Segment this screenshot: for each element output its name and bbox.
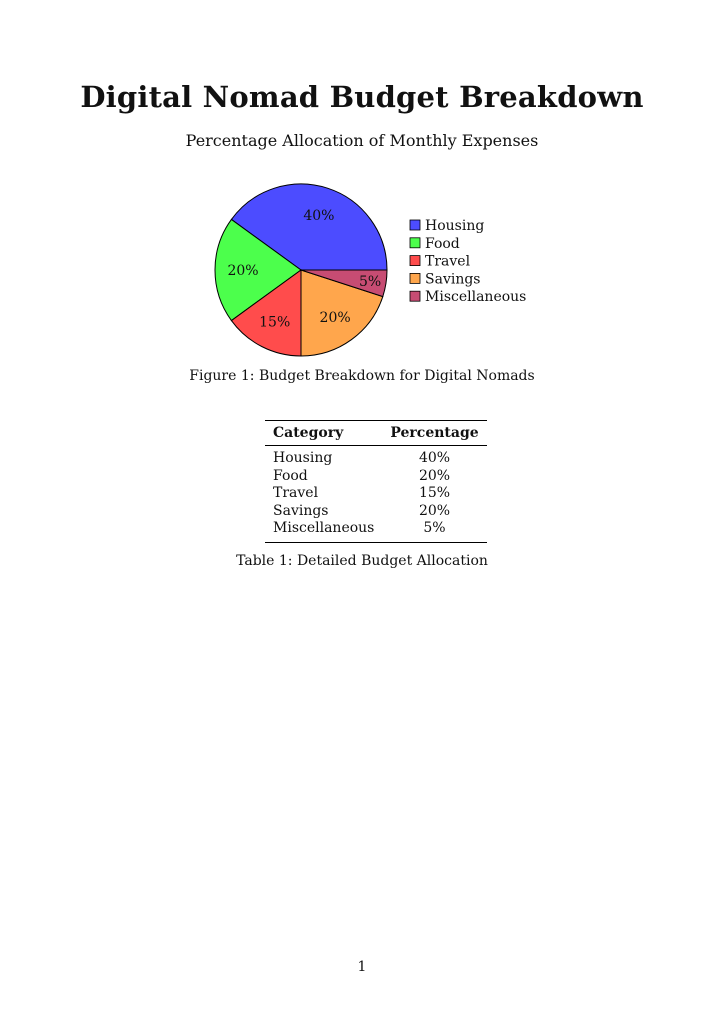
table-cell-percentage: 20% (418, 467, 451, 484)
table-caption: Table 1: Detailed Budget Allocation (236, 553, 488, 569)
table-cell-category: Food (273, 467, 308, 484)
legend-label-food: Food (425, 235, 460, 252)
table-cell-category: Housing (273, 450, 333, 466)
table-row (265, 468, 487, 486)
legend-label-savings: Savings (425, 271, 481, 288)
page-subtitle: Percentage Allocation of Monthly Expenses (185, 131, 539, 150)
legend-swatch-miscellaneous (410, 291, 420, 301)
pie-data-label-housing: 40% (303, 207, 335, 224)
table-header-category: Category (273, 425, 344, 441)
page-number: 1 (357, 959, 367, 975)
table-cell-percentage: 5% (423, 520, 446, 536)
table-cell-category: Travel (273, 485, 319, 501)
table-row (265, 503, 487, 521)
pie-data-label-food: 20% (227, 263, 259, 279)
legend-label-housing: Housing (425, 218, 485, 234)
table-header-row (265, 421, 487, 446)
figure-caption: Figure 1: Budget Breakdown for Digital Nomads (189, 368, 535, 384)
table-cell-category: Miscellaneous (273, 520, 375, 536)
table-cell-category: Savings (273, 502, 329, 519)
pie-data-label-travel: 15% (259, 314, 291, 331)
pie-data-label-savings: 20% (319, 309, 351, 326)
table-cell-percentage: 20% (418, 502, 451, 519)
legend-label-miscellaneous: Miscellaneous (425, 289, 527, 306)
table-row (265, 520, 487, 542)
legend-swatch-food (410, 238, 420, 248)
budget-pie-chart (200, 175, 530, 365)
table-cell-percentage: 15% (418, 485, 451, 501)
legend-swatch-travel (410, 256, 420, 266)
table-row (265, 485, 487, 503)
page-title: Digital Nomad Budget Breakdown (80, 80, 644, 114)
budget-table (265, 420, 487, 543)
table-cell-percentage: 40% (418, 450, 451, 466)
legend-swatch-savings (410, 273, 420, 283)
table-row (265, 446, 487, 468)
pie-data-label-miscellaneous: 5% (358, 274, 382, 290)
table-header-percentage: Percentage (390, 425, 479, 441)
legend-label-travel: Travel (425, 253, 471, 270)
legend-swatch-housing (410, 220, 420, 230)
